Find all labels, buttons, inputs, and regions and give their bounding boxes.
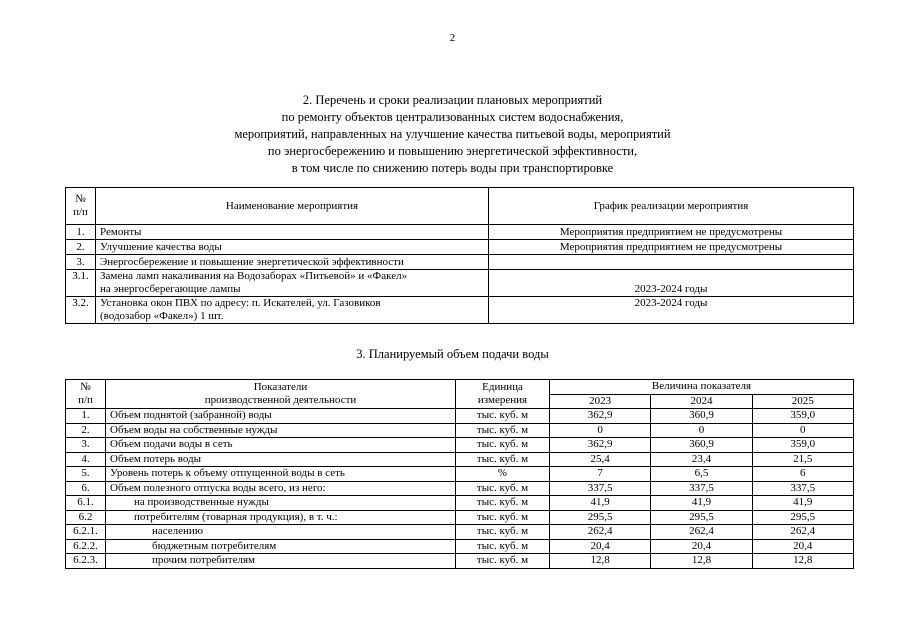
row-value-2025: 20,4 <box>752 539 853 554</box>
table-row <box>66 409 854 424</box>
row-unit: тыс. куб. м <box>456 438 550 453</box>
row-unit: % <box>456 467 550 482</box>
row-num: 6. <box>66 481 106 496</box>
row-value-2023: 41,9 <box>550 496 651 511</box>
row-value-2024: 295,5 <box>651 510 752 525</box>
row-indicator: населению <box>106 525 456 540</box>
row-value-2024: 12,8 <box>651 554 752 569</box>
row-num: 6.2.3. <box>66 554 106 569</box>
header-num: № п/п <box>66 380 106 409</box>
row-indicator: Объем воды на собственные нужды <box>106 423 456 438</box>
row-num: 4. <box>66 452 106 467</box>
row-num: 1. <box>66 225 96 240</box>
row-num: 3. <box>66 438 106 453</box>
table-row <box>66 438 854 453</box>
measures-table <box>65 187 854 324</box>
row-value-2024: 41,9 <box>651 496 752 511</box>
table-row <box>66 297 854 324</box>
section2-title-line: по энергосбережению и повышению энергетической эффективности, <box>267 144 638 158</box>
row-value-2023: 0 <box>550 423 651 438</box>
header-schedule: График реализации мероприятия <box>489 188 854 225</box>
row-num: 5. <box>66 467 106 482</box>
row-num: 6.2 <box>66 510 106 525</box>
row-indicator: Объем потерь воды <box>106 452 456 467</box>
row-value-2023: 20,4 <box>550 539 651 554</box>
row-num: 6.1. <box>66 496 106 511</box>
row-indicator: Объем поднятой (забранной) воды <box>106 409 456 424</box>
row-value-2023: 262,4 <box>550 525 651 540</box>
row-value-2023: 295,5 <box>550 510 651 525</box>
row-value-2024: 262,4 <box>651 525 752 540</box>
row-value-2024: 337,5 <box>651 481 752 496</box>
row-value-2025: 41,9 <box>752 496 853 511</box>
row-value-2024: 360,9 <box>651 409 752 424</box>
row-schedule: Мероприятия предприятием не предусмотрены <box>489 240 854 255</box>
section2-title-line: мероприятий, направленных на улучшение качества питьевой воды, мероприятий <box>234 127 671 141</box>
row-value-2025: 6 <box>752 467 853 482</box>
header-value: Величина показателя <box>550 380 854 395</box>
page-number: 2 <box>449 32 456 44</box>
row-value-2024: 6,5 <box>651 467 752 482</box>
table-row <box>66 423 854 438</box>
section2-title-line: в том числе по снижению потерь воды при транспортировке <box>291 161 614 175</box>
row-value-2023: 25,4 <box>550 452 651 467</box>
row-value-2023: 12,8 <box>550 554 651 569</box>
table-row <box>66 452 854 467</box>
row-value-2024: 23,4 <box>651 452 752 467</box>
row-value-2025: 12,8 <box>752 554 853 569</box>
table-row <box>66 467 854 482</box>
row-schedule: 2023-2024 годы <box>489 297 854 324</box>
row-value-2025: 0 <box>752 423 853 438</box>
table-row <box>66 481 854 496</box>
row-name: Замена ламп накаливания на Водозаборах «Питьевой» и «Факел» на энергосберегающие лампы <box>96 270 489 297</box>
table-row <box>66 255 854 270</box>
row-indicator: на производственные нужды <box>106 496 456 511</box>
row-value-2025: 359,0 <box>752 409 853 424</box>
row-name: Установка окон ПВХ по адресу: п. Искателей, ул. Газовиков (водозабор «Факел») 1 шт. <box>96 297 489 324</box>
row-schedule: Мероприятия предприятием не предусмотрены <box>489 225 854 240</box>
section2-title-line: по ремонту объектов централизованных систем водоснабжения, <box>281 110 624 124</box>
row-schedule <box>489 255 854 270</box>
section2-title <box>0 92 905 177</box>
row-num: 6.2.2. <box>66 539 106 554</box>
row-num: 1. <box>66 409 106 424</box>
row-value-2025: 337,5 <box>752 481 853 496</box>
row-value-2023: 7 <box>550 467 651 482</box>
row-indicator: потребителям (товарная продукция), в т. ч.: <box>106 510 456 525</box>
row-num: 2. <box>66 240 96 255</box>
header-name: Наименование мероприятия <box>96 188 489 225</box>
row-num: 3. <box>66 255 96 270</box>
section3-title: 3. Планируемый объем подачи воды <box>356 347 549 361</box>
row-unit: тыс. куб. м <box>456 423 550 438</box>
table-row <box>66 539 854 554</box>
header-indicator: Показатели производственной деятельности <box>106 380 456 409</box>
row-num: 2. <box>66 423 106 438</box>
row-unit: тыс. куб. м <box>456 510 550 525</box>
row-value-2025: 21,5 <box>752 452 853 467</box>
row-value-2024: 0 <box>651 423 752 438</box>
row-unit: тыс. куб. м <box>456 554 550 569</box>
row-name: Улучшение качества воды <box>96 240 489 255</box>
row-indicator: прочим потребителям <box>106 554 456 569</box>
row-name: Ремонты <box>96 225 489 240</box>
header-unit: Единица измерения <box>456 380 550 409</box>
row-value-2025: 295,5 <box>752 510 853 525</box>
row-unit: тыс. куб. м <box>456 525 550 540</box>
header-year: 2025 <box>752 394 853 409</box>
header-year: 2024 <box>651 394 752 409</box>
table-row <box>66 496 854 511</box>
table-row <box>66 240 854 255</box>
row-value-2023: 362,9 <box>550 409 651 424</box>
row-value-2024: 20,4 <box>651 539 752 554</box>
row-value-2024: 360,9 <box>651 438 752 453</box>
row-unit: тыс. куб. м <box>456 539 550 554</box>
row-unit: тыс. куб. м <box>456 409 550 424</box>
table-row <box>66 510 854 525</box>
header-num: № п/п <box>66 188 96 225</box>
row-value-2025: 359,0 <box>752 438 853 453</box>
row-num: 6.2.1. <box>66 525 106 540</box>
row-unit: тыс. куб. м <box>456 481 550 496</box>
row-indicator: бюджетным потребителям <box>106 539 456 554</box>
row-num: 3.1. <box>66 270 96 297</box>
section2-title-line: 2. Перечень и сроки реализации плановых мероприятий <box>302 93 603 107</box>
row-value-2023: 337,5 <box>550 481 651 496</box>
table-header-row <box>66 188 854 225</box>
row-num: 3.2. <box>66 297 96 324</box>
row-schedule: 2023-2024 годы <box>489 270 854 297</box>
row-unit: тыс. куб. м <box>456 452 550 467</box>
row-value-2023: 362,9 <box>550 438 651 453</box>
row-indicator: Объем подачи воды в сеть <box>106 438 456 453</box>
row-indicator: Объем полезного отпуска воды всего, из него: <box>106 481 456 496</box>
table-header-row <box>66 380 854 395</box>
row-value-2025: 262,4 <box>752 525 853 540</box>
table-row <box>66 225 854 240</box>
header-year: 2023 <box>550 394 651 409</box>
row-name: Энергосбережение и повышение энергетической эффективности <box>96 255 489 270</box>
water-supply-table <box>65 379 854 569</box>
table-row <box>66 270 854 297</box>
row-indicator: Уровень потерь к объему отпущенной воды в сеть <box>106 467 456 482</box>
table-row <box>66 525 854 540</box>
table-row <box>66 554 854 569</box>
row-unit: тыс. куб. м <box>456 496 550 511</box>
